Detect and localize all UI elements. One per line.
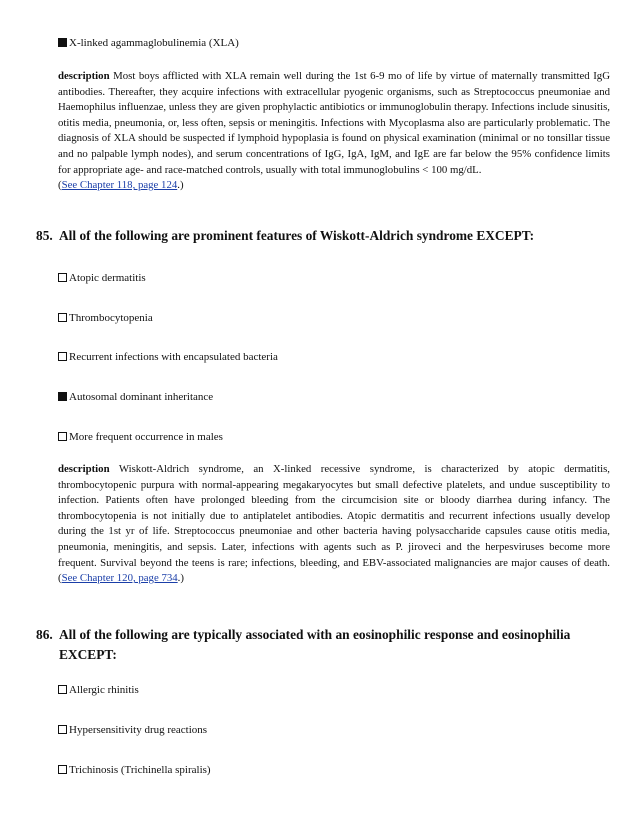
unchecked-box-icon: [58, 685, 67, 694]
question-number: 86.: [36, 627, 53, 642]
option-label: X-linked agammaglobulinemia (XLA): [69, 37, 239, 49]
explanation-keyword: description: [58, 70, 110, 82]
unchecked-box-icon: [58, 765, 67, 774]
option-label: Thrombocytopenia: [69, 312, 153, 324]
question-85: [36, 226, 606, 246]
option-trichinosis[interactable]: [58, 763, 211, 777]
option-label: Allergic rhinitis: [69, 684, 139, 696]
checked-box-icon: [58, 38, 67, 47]
option-label: Autosomal dominant inheritance: [69, 391, 214, 403]
option-autosomal-dominant[interactable]: [58, 390, 213, 404]
question-86: [36, 625, 606, 665]
option-atopic-dermatitis[interactable]: [58, 271, 146, 285]
chapter-reference-link[interactable]: See Chapter 118, page 124: [61, 179, 178, 192]
question-text: All of the following are typically associated with an eosinophilic response and eosinophilia EXCEPT:: [59, 627, 571, 662]
explanation-text: Wiskott-Aldrich syndrome, an X-linked recessive syndrome, is characterized by atopic dermatitis, thrombocytopenic purpura with normal-appearing megakaryocytes but small defective platelets, and undue susceptibility to infection. Patients often have prolonged bleeding from the circumcision site or bloody diarrhea during infancy. The thrombocytopenia is not initially due to antiplatelet antibodies. Atopic dermatitis and recurrent infections usually develop during the 1st yr of life. Streptococcus pneumoniae and other bacteria having polysaccharide capsules cause otitis media, pneumonia, meningitis, and sepsis. Later, infections with agents such as P. jiroveci and the herpesviruses become more frequent. Survival beyond the teens is rare; infections, bleeding, and EBV-associated malignancies are major causes of death.: [58, 463, 610, 569]
explanation-xla: description Most boys afflicted with XLA remain well during the 1st 6-9 mo of life by virtue of maternally transmitted IgG antibodies. Thereafter, they acquire infections with extracellular pyogenic organisms, such as Streptococcus pneumoniae and Haemophilus influenzae, unless they are given prophylactic antibiotics or immunoglobulin therapy. Infections include sinusitis, otitis media, pneumonia, or, less often, sepsis or meningitis. Infections with Mycoplasma also are particularly problematic. The diagnosis of XLA should be suspected if lymphoid hypoplasia is found on physical examination (minimal or no tonsillar tissue and no palpable lymph nodes), and serum concentrations of IgG, IgA, IgM, and IgE are far below the 95% confidence limits for appropriate age- and race-matched controls, usually with total immunoglobulins < 100 mg/dL. (See Chapter 118, page 124.): [58, 70, 610, 192]
option-male-occurrence[interactable]: [58, 430, 223, 444]
question-text: All of the following are prominent features of Wiskott-Aldrich syndrome EXCEPT:: [59, 228, 535, 243]
option-drug-reactions[interactable]: [58, 723, 207, 737]
unchecked-box-icon: [58, 432, 67, 441]
unchecked-box-icon: [58, 725, 67, 734]
option-xla[interactable]: [58, 36, 239, 50]
explanation-85: description Wiskott-Aldrich syndrome, an X-linked recessive syndrome, is characterized by atopic dermatitis, thrombocytopenic purpura with normal-appearing megakaryocytes but small defective platelets, and undue susceptibility to infection. Patients often have prolonged bleeding from the circumcision site or bloody diarrhea during infancy. The thrombocytopenia is not initially due to antiplatelet antibodies. Atopic dermatitis and recurrent infections usually develop during the 1st yr of life. Streptococcus pneumoniae and other bacteria having polysaccharide capsules cause otitis media, pneumonia, meningitis, and sepsis. Later, infections with agents such as P. jiroveci and the herpesviruses become more frequent. Survival beyond the teens is rare; infections, bleeding, and EBV-associated malignancies are major causes of death. (See Chapter 120, page 734.): [58, 463, 610, 585]
option-label: Trichinosis (Trichinella spiralis): [69, 764, 211, 776]
option-label: Atopic dermatitis: [69, 272, 146, 284]
explanation-keyword: description: [58, 463, 110, 475]
checked-box-icon: [58, 392, 67, 401]
explanation-text: Most boys afflicted with XLA remain well during the 1st 6-9 mo of life by virtue of maternally transmitted IgG antibodies. Thereafter, they acquire infections with extracellular pyogenic organisms, such as Streptococcus pneumoniae and Haemophilus influenzae, unless they are given prophylactic antibiotics or immunoglobulin therapy. Infections include sinusitis, otitis media, pneumonia, or, less often, sepsis or meningitis. Infections with Mycoplasma also are particularly problematic. The diagnosis of XLA should be suspected if lymphoid hypoplasia is found on physical examination (minimal or no tonsillar tissue and no palpable lymph nodes), and serum concentrations of IgG, IgA, IgM, and IgE are far below the 95% confidence limits for appropriate age- and race-matched controls, usually with total immunoglobulins < 100 mg/dL.: [58, 70, 610, 176]
option-recurrent-infections[interactable]: [58, 350, 278, 364]
option-label: Recurrent infections with encapsulated bacteria: [69, 351, 278, 363]
option-allergic-rhinitis[interactable]: [58, 683, 139, 697]
question-number: 85.: [36, 228, 53, 243]
option-label: Hypersensitivity drug reactions: [69, 724, 208, 736]
chapter-reference-link[interactable]: See Chapter 120, page 734: [61, 572, 178, 585]
unchecked-box-icon: [58, 352, 67, 361]
option-thrombocytopenia[interactable]: [58, 311, 153, 325]
option-label: More frequent occurrence in males: [69, 431, 223, 443]
unchecked-box-icon: [58, 313, 67, 322]
unchecked-box-icon: [58, 273, 67, 282]
